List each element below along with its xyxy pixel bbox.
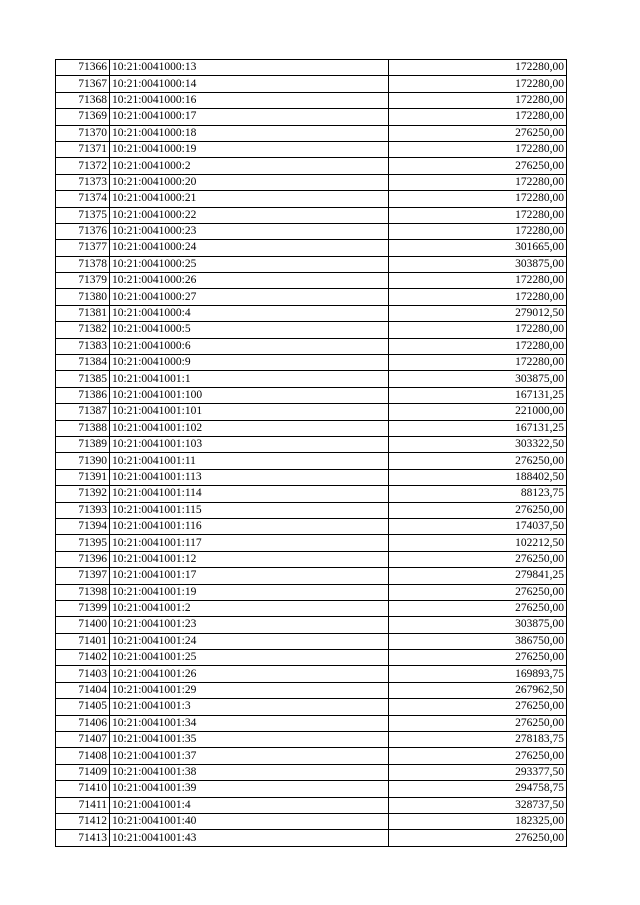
cadastral-number-cell: 10:21:0041001:26 bbox=[110, 666, 389, 682]
table-row bbox=[56, 240, 567, 256]
table-row bbox=[56, 322, 567, 338]
row-number-cell: 71370 bbox=[56, 125, 110, 141]
row-number-cell: 71407 bbox=[56, 732, 110, 748]
cadastral-value-cell: 301665,00 bbox=[389, 240, 567, 256]
cadastral-value-cell: 172280,00 bbox=[389, 289, 567, 305]
table-row bbox=[56, 781, 567, 797]
cadastral-number-cell: 10:21:0041000:2 bbox=[110, 158, 389, 174]
table-row bbox=[56, 355, 567, 371]
table-row bbox=[56, 469, 567, 485]
row-number-cell: 71387 bbox=[56, 404, 110, 420]
row-number-cell: 71398 bbox=[56, 584, 110, 600]
cadastral-value-cell: 172280,00 bbox=[389, 355, 567, 371]
table-row bbox=[56, 125, 567, 141]
cadastral-value-cell: 188402,50 bbox=[389, 469, 567, 485]
table-row bbox=[56, 453, 567, 469]
row-number-cell: 71411 bbox=[56, 797, 110, 813]
cadastral-number-cell: 10:21:0041000:26 bbox=[110, 273, 389, 289]
row-number-cell: 71380 bbox=[56, 289, 110, 305]
row-number-cell: 71399 bbox=[56, 600, 110, 616]
cadastral-number-cell: 10:21:0041000:9 bbox=[110, 355, 389, 371]
cadastral-value-cell: 167131,25 bbox=[389, 387, 567, 403]
cadastral-number-cell: 10:21:0041001:12 bbox=[110, 551, 389, 567]
row-number-cell: 71409 bbox=[56, 764, 110, 780]
cadastral-number-cell: 10:21:0041000:25 bbox=[110, 256, 389, 272]
table-row bbox=[56, 387, 567, 403]
cadastral-number-cell: 10:21:0041001:38 bbox=[110, 764, 389, 780]
cadastral-number-cell: 10:21:0041000:27 bbox=[110, 289, 389, 305]
cadastral-value-cell: 276250,00 bbox=[389, 830, 567, 846]
table-row bbox=[56, 568, 567, 584]
cadastral-number-cell: 10:21:0041000:17 bbox=[110, 109, 389, 125]
row-number-cell: 71378 bbox=[56, 256, 110, 272]
cadastral-number-cell: 10:21:0041001:1 bbox=[110, 371, 389, 387]
table-row bbox=[56, 764, 567, 780]
cadastral-number-cell: 10:21:0041001:101 bbox=[110, 404, 389, 420]
cadastral-number-cell: 10:21:0041000:23 bbox=[110, 223, 389, 239]
table-row bbox=[56, 158, 567, 174]
cadastral-number-cell: 10:21:0041001:40 bbox=[110, 813, 389, 829]
table-row bbox=[56, 699, 567, 715]
row-number-cell: 71400 bbox=[56, 617, 110, 633]
cadastral-number-cell: 10:21:0041001:3 bbox=[110, 699, 389, 715]
row-number-cell: 71402 bbox=[56, 650, 110, 666]
cadastral-value-cell: 182325,00 bbox=[389, 813, 567, 829]
row-number-cell: 71382 bbox=[56, 322, 110, 338]
row-number-cell: 71389 bbox=[56, 436, 110, 452]
cadastral-value-cell: 276250,00 bbox=[389, 125, 567, 141]
cadastral-number-cell: 10:21:0041001:34 bbox=[110, 715, 389, 731]
cadastral-number-cell: 10:21:0041001:11 bbox=[110, 453, 389, 469]
cadastral-number-cell: 10:21:0041001:113 bbox=[110, 469, 389, 485]
cadastral-value-cell: 328737,50 bbox=[389, 797, 567, 813]
cadastral-number-cell: 10:21:0041000:14 bbox=[110, 76, 389, 92]
row-number-cell: 71408 bbox=[56, 748, 110, 764]
table-row bbox=[56, 420, 567, 436]
row-number-cell: 71410 bbox=[56, 781, 110, 797]
table-row bbox=[56, 551, 567, 567]
row-number-cell: 71372 bbox=[56, 158, 110, 174]
cadastral-number-cell: 10:21:0041000:4 bbox=[110, 305, 389, 321]
cadastral-value-cell: 172280,00 bbox=[389, 174, 567, 190]
cadastral-value-cell: 221000,00 bbox=[389, 404, 567, 420]
cadastral-number-cell: 10:21:0041000:21 bbox=[110, 191, 389, 207]
table-row bbox=[56, 486, 567, 502]
row-number-cell: 71392 bbox=[56, 486, 110, 502]
cadastral-value-cell: 167131,25 bbox=[389, 420, 567, 436]
cadastral-number-cell: 10:21:0041001:35 bbox=[110, 732, 389, 748]
cadastral-number-cell: 10:21:0041001:2 bbox=[110, 600, 389, 616]
cadastral-number-cell: 10:21:0041001:115 bbox=[110, 502, 389, 518]
cadastral-value-cell: 169893,75 bbox=[389, 666, 567, 682]
cadastral-value-cell: 276250,00 bbox=[389, 584, 567, 600]
cadastral-value-cell: 172280,00 bbox=[389, 109, 567, 125]
cadastral-number-cell: 10:21:0041001:100 bbox=[110, 387, 389, 403]
row-number-cell: 71367 bbox=[56, 76, 110, 92]
cadastral-value-cell: 303322,50 bbox=[389, 436, 567, 452]
row-number-cell: 71368 bbox=[56, 92, 110, 108]
table-row bbox=[56, 666, 567, 682]
row-number-cell: 71371 bbox=[56, 141, 110, 157]
cadastral-value-cell: 172280,00 bbox=[389, 273, 567, 289]
table-row bbox=[56, 436, 567, 452]
cadastral-value-cell: 303875,00 bbox=[389, 256, 567, 272]
cadastral-value-cell: 276250,00 bbox=[389, 600, 567, 616]
cadastral-number-cell: 10:21:0041001:19 bbox=[110, 584, 389, 600]
table-row bbox=[56, 223, 567, 239]
table-row bbox=[56, 256, 567, 272]
table-row bbox=[56, 502, 567, 518]
row-number-cell: 71375 bbox=[56, 207, 110, 223]
cadastral-number-cell: 10:21:0041001:39 bbox=[110, 781, 389, 797]
row-number-cell: 71376 bbox=[56, 223, 110, 239]
row-number-cell: 71386 bbox=[56, 387, 110, 403]
cadastral-value-table bbox=[55, 59, 567, 847]
cadastral-value-cell: 276250,00 bbox=[389, 748, 567, 764]
row-number-cell: 71369 bbox=[56, 109, 110, 125]
row-number-cell: 71390 bbox=[56, 453, 110, 469]
table-row bbox=[56, 60, 567, 76]
cadastral-value-cell: 386750,00 bbox=[389, 633, 567, 649]
table-row bbox=[56, 404, 567, 420]
cadastral-value-cell: 172280,00 bbox=[389, 223, 567, 239]
row-number-cell: 71396 bbox=[56, 551, 110, 567]
cadastral-value-cell: 172280,00 bbox=[389, 76, 567, 92]
row-number-cell: 71405 bbox=[56, 699, 110, 715]
cadastral-number-cell: 10:21:0041000:20 bbox=[110, 174, 389, 190]
cadastral-number-cell: 10:21:0041000:18 bbox=[110, 125, 389, 141]
cadastral-number-cell: 10:21:0041001:37 bbox=[110, 748, 389, 764]
table-row bbox=[56, 600, 567, 616]
cadastral-number-cell: 10:21:0041001:116 bbox=[110, 518, 389, 534]
cadastral-number-cell: 10:21:0041001:103 bbox=[110, 436, 389, 452]
cadastral-value-cell: 174037,50 bbox=[389, 518, 567, 534]
row-number-cell: 71388 bbox=[56, 420, 110, 436]
row-number-cell: 71373 bbox=[56, 174, 110, 190]
cadastral-number-cell: 10:21:0041000:24 bbox=[110, 240, 389, 256]
cadastral-value-cell: 276250,00 bbox=[389, 158, 567, 174]
cadastral-number-cell: 10:21:0041001:25 bbox=[110, 650, 389, 666]
cadastral-number-cell: 10:21:0041001:43 bbox=[110, 830, 389, 846]
row-number-cell: 71413 bbox=[56, 830, 110, 846]
cadastral-number-cell: 10:21:0041001:114 bbox=[110, 486, 389, 502]
cadastral-number-cell: 10:21:0041000:22 bbox=[110, 207, 389, 223]
row-number-cell: 71404 bbox=[56, 682, 110, 698]
cadastral-value-cell: 267962,50 bbox=[389, 682, 567, 698]
table-row bbox=[56, 797, 567, 813]
cadastral-value-cell: 279841,25 bbox=[389, 568, 567, 584]
table-row bbox=[56, 207, 567, 223]
cadastral-value-cell: 293377,50 bbox=[389, 764, 567, 780]
table-row bbox=[56, 92, 567, 108]
cadastral-number-cell: 10:21:0041001:4 bbox=[110, 797, 389, 813]
row-number-cell: 71391 bbox=[56, 469, 110, 485]
cadastral-value-cell: 303875,00 bbox=[389, 371, 567, 387]
table-row bbox=[56, 633, 567, 649]
table-row bbox=[56, 650, 567, 666]
table-row bbox=[56, 289, 567, 305]
row-number-cell: 71406 bbox=[56, 715, 110, 731]
cadastral-value-cell: 276250,00 bbox=[389, 453, 567, 469]
cadastral-number-cell: 10:21:0041000:5 bbox=[110, 322, 389, 338]
row-number-cell: 71394 bbox=[56, 518, 110, 534]
row-number-cell: 71385 bbox=[56, 371, 110, 387]
row-number-cell: 71374 bbox=[56, 191, 110, 207]
table-row bbox=[56, 518, 567, 534]
cadastral-number-cell: 10:21:0041000:19 bbox=[110, 141, 389, 157]
cadastral-number-cell: 10:21:0041001:17 bbox=[110, 568, 389, 584]
cadastral-value-cell: 303875,00 bbox=[389, 617, 567, 633]
cadastral-value-cell: 172280,00 bbox=[389, 92, 567, 108]
row-number-cell: 71393 bbox=[56, 502, 110, 518]
cadastral-value-cell: 278183,75 bbox=[389, 732, 567, 748]
table-row bbox=[56, 617, 567, 633]
table-row bbox=[56, 682, 567, 698]
cadastral-value-cell: 172280,00 bbox=[389, 60, 567, 76]
cadastral-value-cell: 88123,75 bbox=[389, 486, 567, 502]
cadastral-value-cell: 276250,00 bbox=[389, 715, 567, 731]
table-row bbox=[56, 76, 567, 92]
table-row bbox=[56, 535, 567, 551]
cadastral-number-cell: 10:21:0041000:13 bbox=[110, 60, 389, 76]
cadastral-value-cell: 276250,00 bbox=[389, 699, 567, 715]
cadastral-value-cell: 294758,75 bbox=[389, 781, 567, 797]
table-body bbox=[56, 60, 567, 847]
table-row bbox=[56, 273, 567, 289]
row-number-cell: 71403 bbox=[56, 666, 110, 682]
cadastral-number-cell: 10:21:0041001:102 bbox=[110, 420, 389, 436]
cadastral-value-cell: 279012,50 bbox=[389, 305, 567, 321]
row-number-cell: 71381 bbox=[56, 305, 110, 321]
cadastral-number-cell: 10:21:0041001:29 bbox=[110, 682, 389, 698]
row-number-cell: 71412 bbox=[56, 813, 110, 829]
table-row bbox=[56, 191, 567, 207]
row-number-cell: 71366 bbox=[56, 60, 110, 76]
row-number-cell: 71383 bbox=[56, 338, 110, 354]
table-row bbox=[56, 141, 567, 157]
cadastral-value-cell: 276250,00 bbox=[389, 650, 567, 666]
table-row bbox=[56, 174, 567, 190]
cadastral-value-cell: 172280,00 bbox=[389, 191, 567, 207]
cadastral-value-cell: 276250,00 bbox=[389, 502, 567, 518]
cadastral-number-cell: 10:21:0041001:23 bbox=[110, 617, 389, 633]
row-number-cell: 71401 bbox=[56, 633, 110, 649]
cadastral-value-cell: 276250,00 bbox=[389, 551, 567, 567]
cadastral-value-cell: 172280,00 bbox=[389, 338, 567, 354]
table-row bbox=[56, 338, 567, 354]
table-row bbox=[56, 371, 567, 387]
table-row bbox=[56, 830, 567, 846]
cadastral-number-cell: 10:21:0041001:24 bbox=[110, 633, 389, 649]
table-row bbox=[56, 715, 567, 731]
row-number-cell: 71384 bbox=[56, 355, 110, 371]
table-row bbox=[56, 732, 567, 748]
cadastral-number-cell: 10:21:0041000:16 bbox=[110, 92, 389, 108]
table-row bbox=[56, 584, 567, 600]
table-row bbox=[56, 109, 567, 125]
cadastral-value-cell: 172280,00 bbox=[389, 322, 567, 338]
table-row bbox=[56, 813, 567, 829]
cadastral-value-cell: 102212,50 bbox=[389, 535, 567, 551]
row-number-cell: 71395 bbox=[56, 535, 110, 551]
row-number-cell: 71397 bbox=[56, 568, 110, 584]
table-row bbox=[56, 305, 567, 321]
cadastral-number-cell: 10:21:0041000:6 bbox=[110, 338, 389, 354]
cadastral-number-cell: 10:21:0041001:117 bbox=[110, 535, 389, 551]
row-number-cell: 71379 bbox=[56, 273, 110, 289]
cadastral-value-cell: 172280,00 bbox=[389, 141, 567, 157]
table-row bbox=[56, 748, 567, 764]
row-number-cell: 71377 bbox=[56, 240, 110, 256]
cadastral-value-cell: 172280,00 bbox=[389, 207, 567, 223]
